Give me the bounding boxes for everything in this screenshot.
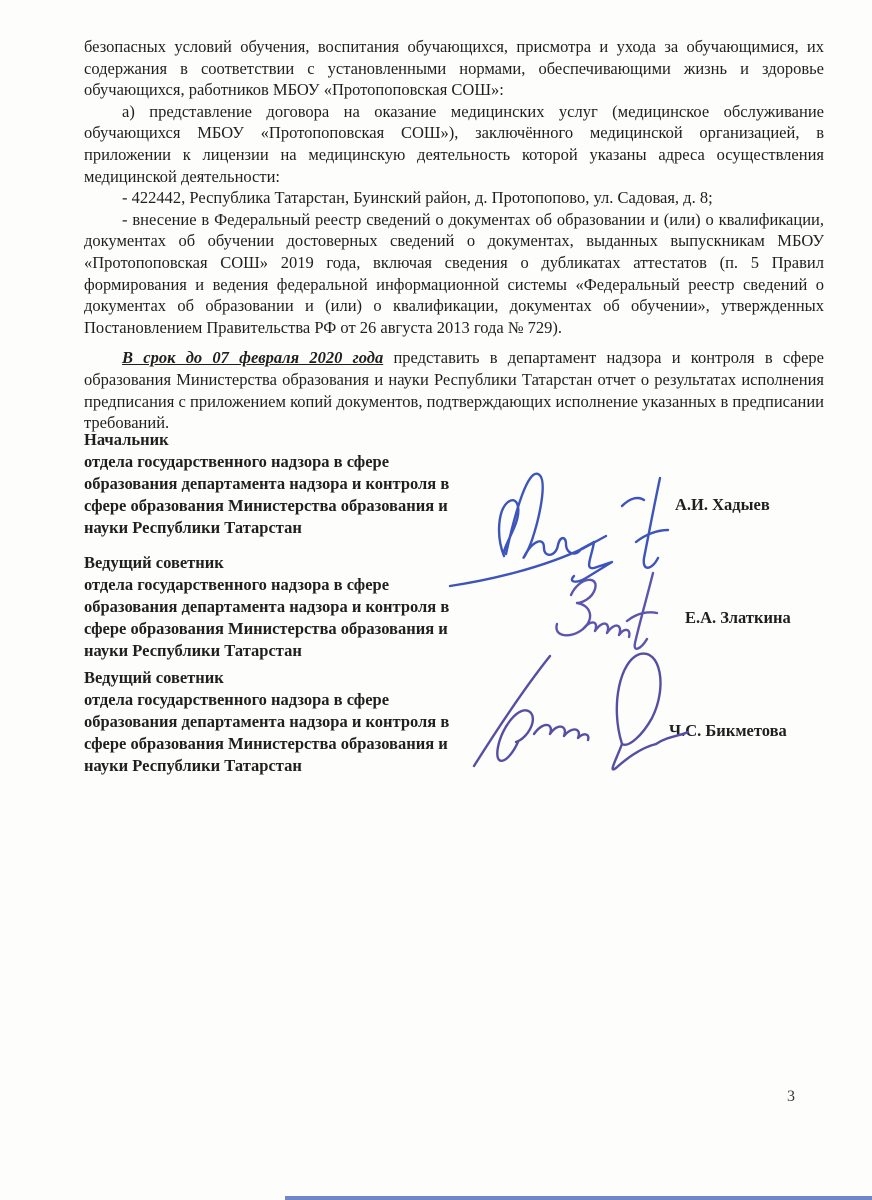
paragraph-item-a: а) представление договора на оказание медицинских услуг (медицинское обслуживание обучающихся МБОУ «Протопоповская СОШ»), заключённого медицинской организацией, в приложении к лицензии на медицинскую деятельность которой указаны адреса осуществления медицинской деятельности: xyxy=(84,101,824,186)
paragraph-address: - 422442, Республика Татарстан, Буинский район, д. Протопопово, ул. Садовая, д. 8; xyxy=(122,188,713,208)
signatory-dept-line: сфере образования Министерства образования и xyxy=(84,734,448,753)
signatory-dept-line: науки Республики Татарстан xyxy=(84,518,302,537)
scan-edge-artifact xyxy=(285,1196,872,1200)
signatory-title: Ведущий советник xyxy=(84,668,224,687)
signatory-dept-line: отдела государственного надзора в сфере xyxy=(84,452,390,471)
signatory-block-sovetnik-1 xyxy=(84,552,824,664)
signatory-block-nachalnik xyxy=(84,429,824,541)
paragraph-register: - внесение в Федеральный реестр сведений о документах об образовании и (или) о квалификации, документах об обучении достоверных сведений о документах, выданных выпускникам МБОУ «Протопоповская СОШ» 2019 года, включая сведения о дубликатах аттестатов (п. 5 Правил формирования и ведения федеральной информационной системы «Федеральный реестр сведений о документах об образовании и (или) о квалификации, документах об обучении», утвержденных Постановлением Правительства РФ от 26 августа 2013 года № 729). xyxy=(84,209,824,337)
signatory-block-sovetnik-2 xyxy=(84,667,824,779)
paragraph-deadline xyxy=(84,347,824,433)
signatory-dept-line: отдела государственного надзора в сфере xyxy=(84,690,390,709)
signatory-dept-line: образования департамента надзора и контроля в xyxy=(84,474,450,493)
page-number: 3 xyxy=(787,1088,795,1105)
signatory-dept-line: сфере образования Министерства образования и xyxy=(84,619,448,638)
signatory-name: Е.А. Златкина xyxy=(685,608,791,627)
signature-section xyxy=(84,429,824,779)
paragraph-continuation: безопасных условий обучения, воспитания обучающихся, присмотра и ухода за обучающимися, их содержания в соответствии с установленными нормами, обеспечивающими жизнь и здоровье обучающихся, работников МБОУ «Протопоповская СОШ»: xyxy=(84,37,824,100)
document-body xyxy=(84,36,824,434)
signatory-name: Ч.С. Бикметова xyxy=(669,721,787,740)
signatory-dept-line: отдела государственного надзора в сфере xyxy=(84,575,390,594)
signatory-dept-line: науки Республики Татарстан xyxy=(84,756,302,775)
signatory-title: Ведущий советник xyxy=(84,553,224,572)
signatory-dept-line: науки Республики Татарстан xyxy=(84,641,302,660)
signatory-dept-line: образования департамента надзора и контроля в xyxy=(84,712,450,731)
signatory-dept-line: образования департамента надзора и контроля в xyxy=(84,597,450,616)
deadline-emphasis: В срок до 07 февраля 2020 года xyxy=(122,348,384,368)
deadline-text: представить в департамент надзора и контроля в сфере образования Министерства образования и науки Республики Татарстан отчет о результатах исполнения предписания с приложением копий документов, подтверждающих исполнение указанных в предписании требований. xyxy=(84,348,824,433)
signatory-dept-line: сфере образования Министерства образования и xyxy=(84,496,448,515)
signatory-title: Начальник xyxy=(84,430,169,449)
signatory-name: А.И. Хадыев xyxy=(675,495,770,514)
